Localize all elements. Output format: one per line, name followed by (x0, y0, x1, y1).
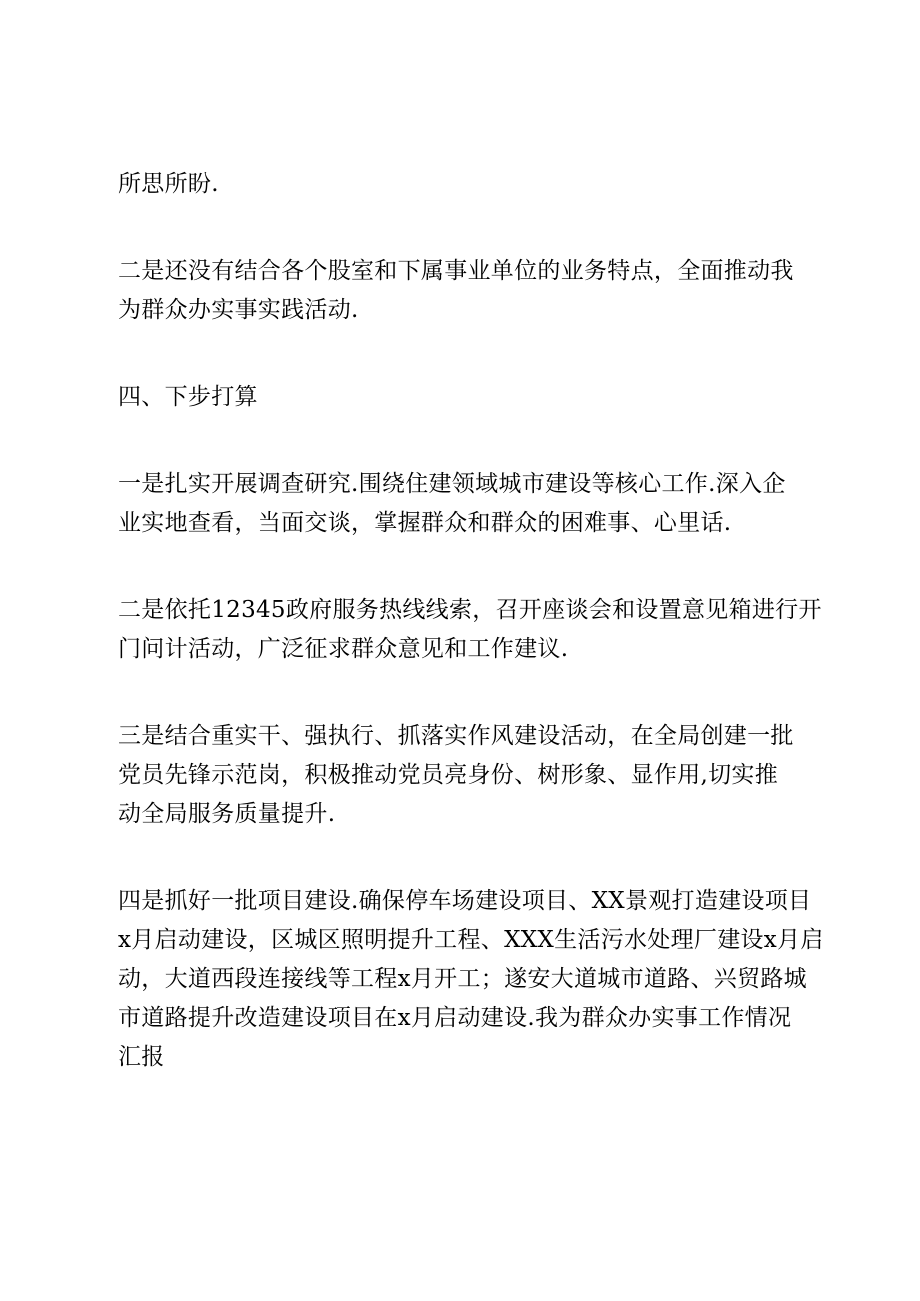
text-line: 三是结合重实干、强执行、抓落实作风建设活动，在全局创建一批 (118, 723, 794, 749)
document-body (118, 165, 824, 1125)
paragraph-2 (118, 252, 818, 330)
text-line: 业实地查看，当面交谈，掌握群众和群众的困难事、心里话. (118, 510, 732, 536)
text-line: 动，大道西段连接线等工程x月开工；遂安大道城市道路、兴贸路城 (118, 966, 807, 992)
heading-text: 四、下步打算 (118, 384, 258, 410)
paragraph-4 (118, 465, 818, 543)
text-line: 所思所盼. (118, 171, 219, 197)
text-line: 四是抓好一批项目建设.确保停车场建设项目、XX景观打造建设项目 (118, 888, 812, 914)
paragraph-5 (118, 591, 822, 669)
text-line: 汇报 (118, 1044, 165, 1070)
text-line: 市道路提升改造建设项目在x月启动建设.我为群众办实事工作情况 (118, 1005, 792, 1031)
text-line: 一是扎实开展调查研究.围绕住建领域城市建设等核心工作.深入企 (118, 471, 786, 497)
text-line: 二是还没有结合各个股室和下属事业单位的业务特点，全面推动我 (118, 258, 794, 284)
text-line: x月启动建设，区城区照明提升工程、XXX生活污水处理厂建设x月启 (118, 927, 824, 953)
text-line: 为群众办实事实践活动. (118, 297, 359, 323)
paragraph-1 (118, 165, 818, 204)
section-heading (118, 378, 818, 417)
paragraph-6 (118, 717, 818, 834)
paragraph-7 (118, 882, 824, 1077)
text-line: 门问计活动，广泛征求群众意见和工作建议. (118, 636, 569, 662)
text-line: 二是依托12345政府服务热线线索，召开座谈会和设置意见箱进行开 (118, 597, 822, 623)
text-line: 党员先锋示范岗，积极推动党员亮身份、树形象、显作用,切实推 (118, 762, 779, 788)
text-line: 动全局服务质量提升. (118, 801, 336, 827)
